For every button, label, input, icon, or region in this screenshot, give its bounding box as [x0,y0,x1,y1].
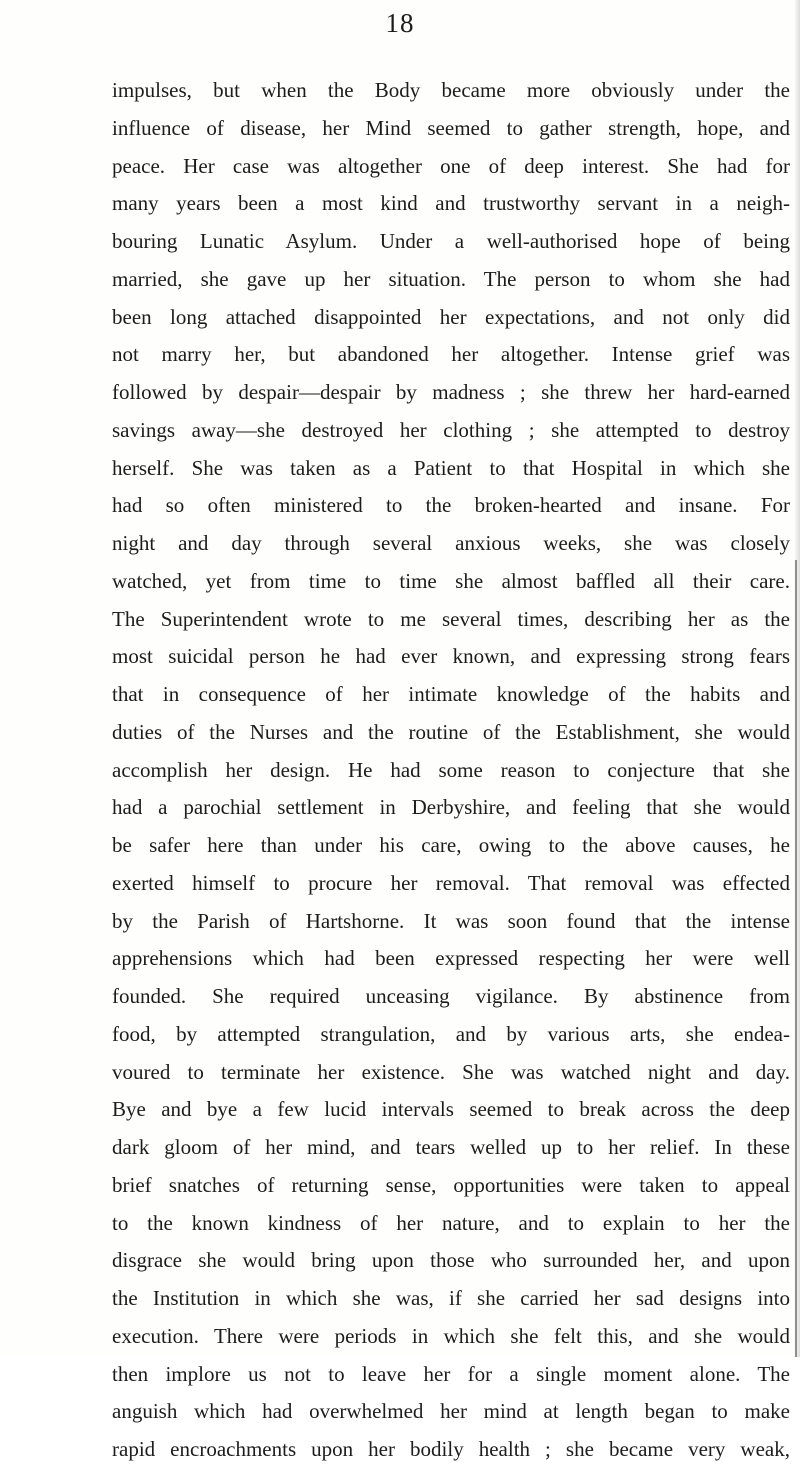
text-line: most suicidal person he had ever known, and expressing strong fears [112,644,790,669]
text-line: The Superintendent wrote to me several times, describing her as the [112,606,790,631]
text-line: be safer here than under his care, owing to the above causes, he [112,833,790,857]
text-line: accomplish her design. He had some reason to conjecture that she [112,757,790,782]
text-line: to the known kindness of her nature, and to explain to her the [112,1210,790,1235]
text-line: duties of the Nurses and the routine of the Establishment, she would [112,719,790,744]
text-line: founded. She required unceasing vigilance. By abstinence from [112,984,790,1008]
text-line: disgrace she would bring upon those who surrounded her, and upon [112,1248,790,1273]
text-line: exerted himself to procure her removal. That removal was effected [112,870,790,895]
text-line: had so often ministered to the broken-hearted and insane. For [112,493,790,518]
text-line: rapid encroachments upon her bodily health ; she became very weak, [112,1437,790,1461]
text-line: voured to terminate her existence. She was watched night and day. [112,1059,790,1084]
text-line: impulses, but when the Body became more obviously under the [112,78,790,102]
text-line: herself. She was taken as a Patient to that Hospital in which she [112,455,790,480]
text-line: dark gloom of her mind, and tears welled up to her relief. In these [112,1135,790,1159]
text-line: apprehensions which had been expressed respecting her were well [112,946,790,971]
text-line: not marry her, but abandoned her altogether. Intense grief was [112,342,790,367]
text-line: been long attached disappointed her expectations, and not only did [112,304,790,329]
text-line: married, she gave up her situation. The person to whom she had [112,266,790,291]
body-text [112,72,790,1469]
text-line: food, by attempted strangulation, and by various arts, she endea- [112,1021,790,1046]
text-line: by the Parish of Hartshorne. It was soon found that the intense [112,908,790,933]
text-line: savings away—she destroyed her clothing ; she attempted to destroy [112,417,790,442]
text-line: watched, yet from time to time she almost baffled all their care. [112,568,790,593]
text-line: the Institution in which she was, if she carried her sad designs into [112,1286,790,1310]
text-line: night and day through several anxious weeks, she was closely [112,531,790,555]
text-line: anguish which had overwhelmed her mind at length began to make [112,1399,790,1424]
text-line: Bye and bye a few lucid intervals seemed to break across the deep [112,1097,790,1122]
text-line: bouring Lunatic Asylum. Under a well-authorised hope of being [112,229,790,253]
text-line: influence of disease, her Mind seemed to gather strength, hope, and [112,115,790,140]
text-line: peace. Her case was altogether one of deep interest. She had for [112,153,790,178]
text-line: many years been a most kind and trustworthy servant in a neigh- [112,191,790,216]
text-line: followed by despair—despair by madness ; she threw her hard-earned [112,380,790,404]
text-line: then implore us not to leave her for a single moment alone. The [112,1361,790,1386]
page-edge-line [795,560,797,1357]
text-line: brief snatches of returning sense, opportunities were taken to appeal [112,1172,790,1197]
text-line: had a parochial settlement in Derbyshire, and feeling that she would [112,795,790,820]
text-line: that in consequence of her intimate knowledge of the habits and [112,682,790,706]
page-number: 18 [385,8,415,38]
text-line: execution. There were periods in which she felt this, and she would [112,1323,790,1348]
